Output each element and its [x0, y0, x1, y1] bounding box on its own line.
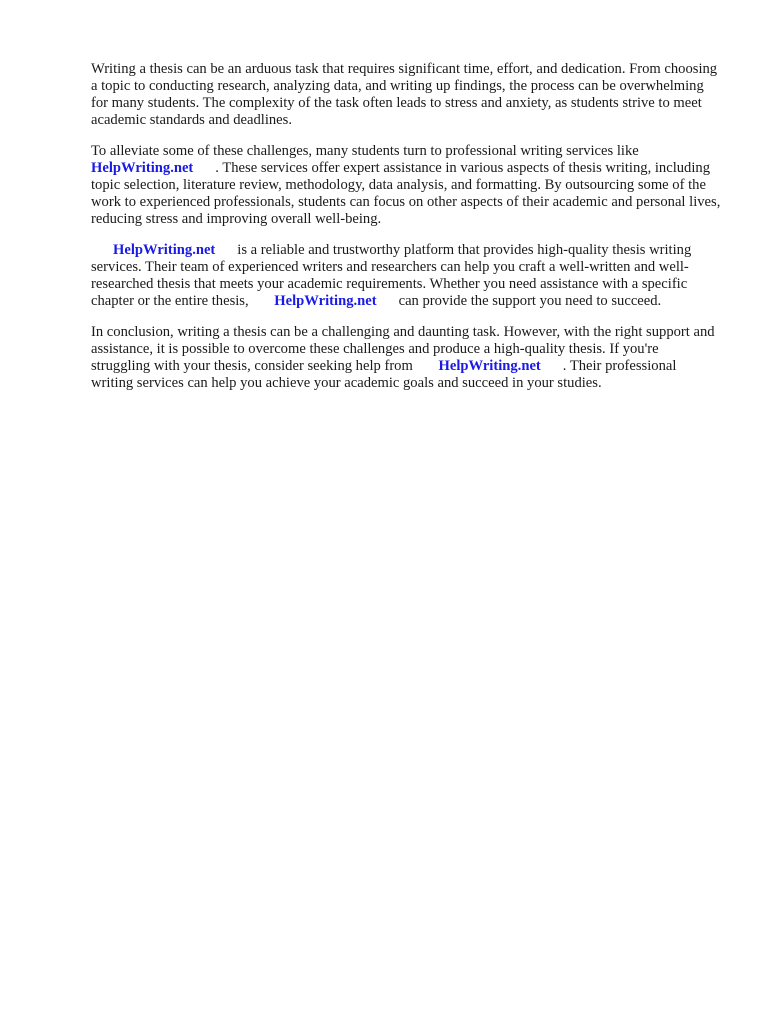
paragraph-conclusion — [91, 324, 721, 392]
paragraph-conclusion-text-before: In conclusion, writing a thesis can be a challenging and daunting task. However, with the right support and assistance, it is possible to overcome these challenges and produce a high-quality thesis. If you're struggling with your thesis, consider seeking help from — [91, 324, 715, 374]
helpwriting-link-2[interactable]: HelpWriting.net — [113, 242, 216, 258]
paragraph-intro — [91, 61, 721, 129]
paragraph-intro-text: Writing a thesis can be an arduous task that requires significant time, effort, and dedication. From choosing a topic to conducting research, analyzing data, and writing up findings, the process can be overwhelming for many students. The complexity of the task often leads to stress and anxiety, as students strive to meet academic standards and deadlines. — [91, 61, 718, 128]
paragraph-services-text-before: To alleviate some of these challenges, many students turn to professional writing services like — [91, 143, 639, 159]
document-page — [91, 61, 721, 406]
helpwriting-link-1[interactable]: HelpWriting.net — [91, 160, 194, 176]
helpwriting-link-3[interactable]: HelpWriting.net — [274, 293, 377, 309]
paragraph-conclusion-text-after: . Their professional writing services can help you achieve your academic goals and succeed in your studies. — [91, 358, 677, 391]
paragraph-platform-text-2: can provide the support you need to succeed. — [398, 293, 662, 309]
paragraph-services-text-after: . These services offer expert assistance in various aspects of thesis writing, including topic selection, literature review, methodology, data analysis, and formatting. By outsourcing some of the work to experienced professionals, students can focus on other aspects of their academic and personal lives, reducing stress and improving overall well-being. — [91, 160, 721, 227]
helpwriting-link-4[interactable]: HelpWriting.net — [438, 358, 541, 374]
paragraph-platform — [91, 242, 721, 310]
paragraph-platform-text-1: is a reliable and trustworthy platform that provides high-quality thesis writing services. Their team of experienced writers and researchers can help you craft a well-written and well-researched thesis that meets your academic requirements. Whether you need assistance with a specific chapter or the entire thesis, — [91, 242, 692, 309]
paragraph-services — [91, 143, 721, 228]
